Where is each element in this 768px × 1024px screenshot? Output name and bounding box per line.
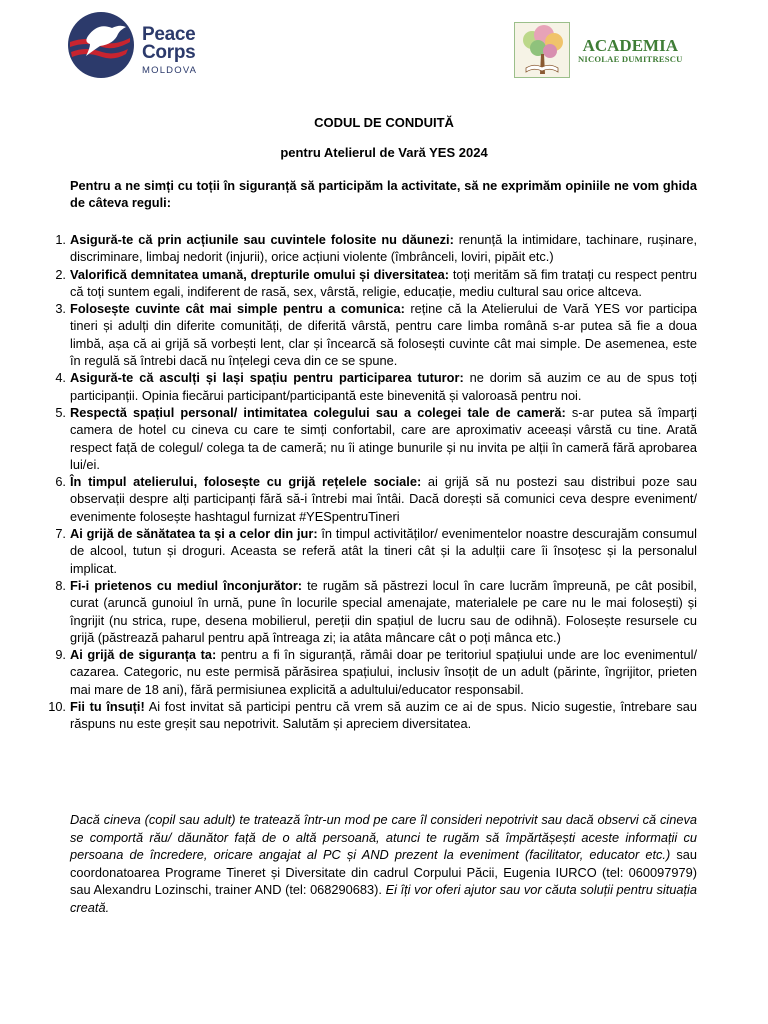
rules-list [48, 231, 698, 733]
rule-item [55, 231, 697, 266]
rule-text: în timpul activităților/ evenimentelor noastre descurajăm consumul de alcool, tutun și droguri. Aceasta se referă atât la tineri cât și la adulții care îi însoțesc și la personalul implicat. [70, 526, 697, 576]
rule-text: ai grijă să nu postezi sau distribui poze sau observații despre alți participanți fără să-i întrebi mai întâi. Dacă dorești să comunici ceva despre eveniment/ evenimente folosește hashtagul furnizat #YESpentruTineri [70, 474, 698, 524]
rule-number: 3. [55, 301, 66, 317]
rule-heading: În timpul atelierului, folosește cu grijă rețelele sociale: [70, 474, 422, 490]
rule-item [48, 698, 697, 733]
closing-italic-end: Ei îți vor oferi ajutor sau vor căuta soluții pentru situația creată. [70, 882, 698, 915]
rule-heading: Ai grijă de siguranța ta: [70, 647, 217, 663]
closing-italic-start: Dacă cineva (copil sau adult) te tratează într-un mod pe care îl consideri nepotrivit sau dacă observi că cineva se comportă rău/ dăunător față de o altă persoană, atunci te rugăm să împărtășești aceste informații cu persoana de încredere, oricare angajat al PC și AND prezent la eveniment (facilitator, educator etc.) [70, 812, 697, 863]
rule-text: ne dorim să auzim ce au de spus toți participanții. Opinia fiecărui participant/participantă este binevenită și valoroasă pentru noi. [70, 370, 698, 403]
rule-text: renunță la intimidare, tachinare, rușinare, discriminare, limbaj nedorit (injurii), orice acțiuni violente (îmbrânceli, lovirі, pipăit etc.) [70, 232, 697, 265]
rule-item [55, 525, 697, 577]
academia-logo [514, 22, 694, 78]
rule-text: reține că la Atelierului de Vară YES vor participa tineri și adulți din diferite comunități, de diferită vârstă, pentru care limba română s-ar putea să fie a doua limbă, așa că ai grijă să vorbești lent, clar și încearcă să folosești cuvinte cât mai simple. De asemenea, este în regulă să întrebi dacă nu înțelegi ceva din ce se spune. [70, 301, 697, 369]
rule-item [55, 300, 697, 369]
rule-number: 1. [55, 232, 66, 247]
document-title: CODUL DE CONDUITĂ [314, 115, 454, 130]
peace-corps-dove-icon [68, 12, 136, 78]
rule-heading: Fi-i prietenos cu mediul înconjurător: [70, 577, 303, 593]
closing-paragraph [70, 811, 697, 917]
rule-number: 7. [55, 526, 66, 542]
rule-text: toți merităm să fim tratați cu respect pentru că toți suntem egali, indiferent de rasă, sex, vârstă, religie, educație, mediu cultural sau orice altceva. [70, 266, 698, 299]
rule-heading: Fii tu însuți! [70, 699, 145, 715]
rule-number: 2. [55, 266, 66, 282]
rule-heading: Ai grijă de sănătatea ta și a celor din jur: [70, 526, 318, 542]
rule-text: Ai fost invitat să participi pentru că vrem să auzim ce ai de spus. Nicio sugestie, întrebare sau răspuns nu este greșit sau nepotrivit. Salutăm și apreciem diversitatea. [70, 699, 697, 732]
rule-text: te rugăm să păstrezi locul în care lucrăm împreună, pe cât posibil, curat (aruncă gunoiul în urnă, pune în locurile special amenajate, materialele pe care nu le mai folosești) și îngrijit (nu strica, rupe, desena mobilierul, pereții din spațiul de lucru sau de odihnă). Folosește resursele cu grijă (păstrează paharul pentru apă întreaga zi; ia atâta mâncare cât o poți mânca etc.) [70, 577, 697, 645]
rule-number: 4. [55, 370, 66, 386]
rule-number: 8. [55, 577, 66, 593]
intro-paragraph: Pentru a ne simți cu toții în siguranță să participăm la activitate, să ne exprimăm opiniile ne vom ghida de câteva reguli: [70, 178, 697, 210]
rule-heading: Folosește cuvinte cât mai simple pentru a comunica: [70, 301, 405, 317]
tree-book-icon [514, 22, 570, 78]
rule-heading: Asigură-te că prin acțiunile sau cuvintele folosite nu dăunezi: [70, 232, 454, 247]
rule-number: 6. [55, 474, 66, 490]
rule-number: 9. [55, 647, 66, 663]
academia-subname: NICOLAE DUMITRESCU [578, 54, 683, 64]
peace-corps-country: MOLDOVA [142, 65, 198, 76]
peace-corps-name-line1: Peace [142, 24, 196, 45]
academia-name: ACADEMIA [582, 36, 678, 55]
rule-text: pentru a fi în siguranță, rămâi doar pe teritoriul spațiului unde are loc evenimentul/ cazarea. Categoric, nu este permisă părăsirea spațiului, inclusiv însoțit de un adult (părinte, îngrijitor, prieten mai mare de 18 ani), fără permisiunea explicită a adultului/educator responsabil. [70, 647, 697, 697]
rule-number: 10. [48, 699, 66, 715]
rule-text: s-ar putea să împarți camera de hotel cu cineva cu care te simți confortabil, care are aproximativ aceeași vârstă cu tine. Arată respect față de colegul/ colega ta de cameră; nu îi atinge bunurile și nu invita pe alții în cameră fără aprobarea lui/ei. [70, 404, 697, 472]
rule-item [55, 369, 698, 404]
rule-item [55, 404, 697, 473]
rule-item [55, 577, 697, 646]
peace-corps-logo [68, 12, 208, 78]
closing-contacts: sau coordonatoarea Programe Tineret și Diversitate din cadrul Corpului Păcii, Eugenia IURCO (tel: 060097979) sau Alexandru Lozinschi, trainer AND (tel: 068290683). [70, 847, 697, 898]
rule-item [55, 266, 698, 301]
rule-item [55, 646, 697, 698]
peace-corps-name-line2: Corps [142, 42, 196, 63]
rule-number: 5. [55, 404, 66, 420]
rule-heading: Respectă spațiul personal/ intimitatea colegului sau a colegei tale de cameră: [70, 404, 566, 420]
rule-item [55, 473, 698, 525]
rule-heading: Valorifică demnitatea umană, drepturile omului și diversitatea: [70, 266, 450, 282]
rule-heading: Asigură-te că asculți și lași spațiu pentru participarea tuturor: [70, 370, 464, 386]
document-subtitle: pentru Atelierul de Vară YES 2024 [280, 145, 488, 160]
